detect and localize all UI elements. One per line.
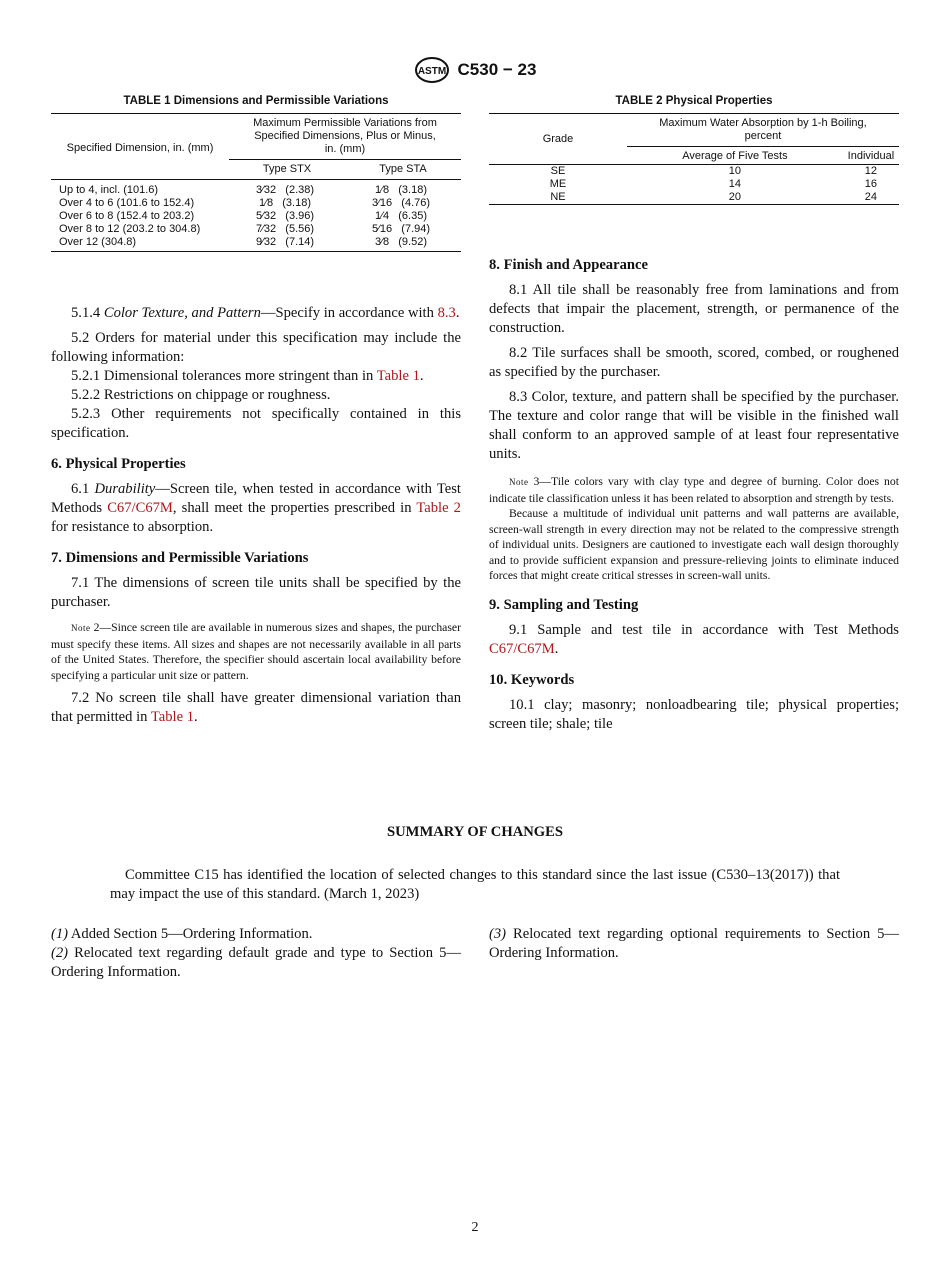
table2-row bbox=[489, 178, 899, 191]
para-10-1: 10.1 clay; masonry; nonloadbearing tile; physical properties; screen tile; shale; tile bbox=[489, 696, 899, 732]
table1-cell-dimension: Up to 4, incl. (101.6) bbox=[59, 184, 159, 196]
summary-left bbox=[51, 925, 461, 982]
summary-intro: Committee C15 has identified the location of selected changes to this standard since the last issue (C530–13(2017)) that may impact the use of this standard. (March 1, 2023) bbox=[110, 867, 840, 902]
table1-row bbox=[51, 223, 461, 236]
summary-item-1: (1) Added Section 5—Ordering Information. bbox=[51, 926, 313, 942]
table2-head-grade: Grade bbox=[489, 114, 627, 165]
table2-cell-grade: SE bbox=[550, 165, 566, 177]
table2-head-individual: Individual bbox=[843, 147, 899, 165]
table2-cell-average: 10 bbox=[728, 165, 742, 177]
table1-cell-sta: 3⁄16 (4.76) bbox=[371, 197, 431, 209]
table2-cell-individual: 12 bbox=[864, 165, 878, 177]
table1-cell-sta: 5⁄16 (7.94) bbox=[371, 223, 431, 235]
table1-cell-stx: 3⁄32 (2.38) bbox=[255, 184, 315, 196]
left-column bbox=[51, 304, 461, 727]
para-7-2: 7.2 No screen tile shall have greater dimensional variation than that permitted in Table 1. bbox=[51, 690, 461, 725]
table1-cell-stx: 7⁄32 (5.56) bbox=[255, 223, 315, 235]
note-3: Note 3—Tile colors vary with clay type and degree of burning. Color does not indicate tile classification unless it has been related to absorption and strength by tests. bbox=[489, 475, 899, 505]
summary-item-2: (2) Relocated text regarding default grade and type to Section 5—Ordering Information. bbox=[51, 945, 461, 980]
table2-grid bbox=[489, 113, 899, 205]
table2-cell-average: 14 bbox=[728, 178, 742, 190]
para-5-2: 5.2 Orders for material under this specification may include the following information: bbox=[51, 330, 461, 365]
para-8-3: 8.3 Color, texture, and pattern shall be specified by the purchaser. The texture and color range that will be visible in the finished wall shall conform to an approved sample of at least four representative units. bbox=[489, 389, 899, 462]
section-8-heading: 8. Finish and Appearance bbox=[489, 257, 648, 273]
table1-cell-stx: 9⁄32 (7.14) bbox=[229, 236, 345, 252]
para-7-1: 7.1 The dimensions of screen tile units shall be specified by the purchaser. bbox=[51, 575, 461, 610]
section-9-heading: 9. Sampling and Testing bbox=[489, 596, 639, 613]
astm-logo-icon bbox=[414, 56, 450, 84]
table1-cell-sta: 3⁄8 (9.52) bbox=[345, 236, 461, 252]
table2-row bbox=[489, 165, 899, 179]
table1-body bbox=[51, 180, 461, 252]
table2-cell-average: 20 bbox=[627, 191, 843, 205]
right-column bbox=[489, 256, 899, 734]
table2-row bbox=[489, 191, 899, 205]
link-c67[interactable]: C67/C67M bbox=[107, 500, 173, 516]
table1-grid bbox=[51, 113, 461, 252]
note-2: Note 2—Since screen tile are available in numerous sizes and shapes, the purchaser must specify these items. All sizes and shapes are not necessarily available in all parts of the United States. Therefore, the specifier should ascertain local availability before specifying a particular unit size or pattern. bbox=[51, 621, 461, 682]
page-number: 2 bbox=[471, 1220, 479, 1235]
table1-cell-dimension: Over 12 (304.8) bbox=[51, 236, 229, 252]
table2-cell-grade: NE bbox=[489, 191, 627, 205]
link-table-1b[interactable]: Table 1 bbox=[150, 709, 194, 725]
table2-body bbox=[489, 165, 899, 205]
section-10-heading: 10. Keywords bbox=[489, 671, 575, 688]
table1-row bbox=[51, 197, 461, 210]
table1-cell-stx: 5⁄32 (3.96) bbox=[255, 210, 315, 222]
table1-head-group: Maximum Permissible Variations from Specified Dimensions, Plus or Minus, in. (mm) bbox=[229, 114, 461, 160]
table1-cell-dimension: Over 4 to 6 (101.6 to 152.4) bbox=[59, 197, 195, 209]
table2 bbox=[489, 95, 899, 205]
table1-row bbox=[51, 180, 461, 198]
table1-head-stx: Type STX bbox=[229, 160, 345, 180]
table2-caption: TABLE 2 Physical Properties bbox=[615, 95, 773, 107]
para-6-1: 6.1 Durability—Screen tile, when tested in accordance with Test Methods C67/C67M, shall meet the properties prescribed in Table 2 for resistance to absorption. bbox=[51, 481, 461, 535]
table1-caption: TABLE 1 Dimensions and Permissible Variations bbox=[123, 95, 389, 107]
summary-title: SUMMARY OF CHANGES bbox=[387, 824, 563, 840]
summary-item-3: (3) Relocated text regarding optional requirements to Section 5—Ordering Information. bbox=[489, 926, 899, 961]
link-table-1[interactable]: Table 1 bbox=[376, 368, 420, 384]
table1-head-dimension: Specified Dimension, in. (mm) bbox=[51, 114, 229, 180]
table1-head-sta: Type STA bbox=[345, 160, 461, 180]
table1-cell-stx: 1⁄8 (3.18) bbox=[259, 197, 311, 209]
section-6-heading: 6. Physical Properties bbox=[51, 456, 186, 472]
table1-row bbox=[51, 210, 461, 223]
para-5-1-4: 5.1.4 Color Texture, and Pattern—Specify in accordance with 8.3. bbox=[71, 305, 460, 321]
link-8-3[interactable]: 8.3 bbox=[437, 305, 456, 321]
table1-cell-dimension: Over 6 to 8 (152.4 to 203.2) bbox=[59, 210, 195, 222]
table2-cell-individual: 16 bbox=[864, 178, 878, 190]
table1-cell-sta: 1⁄8 (3.18) bbox=[375, 184, 427, 196]
link-table-2[interactable]: Table 2 bbox=[416, 500, 461, 516]
logo-text: ASTM bbox=[417, 66, 446, 77]
para-8-1: 8.1 All tile shall be reasonably free from laminations and from defects that impair the placement, strength, or permanence of the construction. bbox=[489, 282, 899, 336]
table2-head-group: Maximum Water Absorption by 1-h Boiling, percent bbox=[627, 114, 899, 147]
para-8-2: 8.2 Tile surfaces shall be smooth, scored, combed, or roughened as specified by the purchaser. bbox=[489, 345, 899, 380]
para-5-2-3: 5.2.3 Other requirements not specifically contained in this specification. bbox=[51, 406, 461, 441]
table2-cell-individual: 24 bbox=[843, 191, 899, 205]
table2-head-average: Average of Five Tests bbox=[627, 147, 843, 165]
summary-right bbox=[489, 925, 899, 963]
para-9-1: 9.1 Sample and test tile in accordance with Test Methods C67/C67M. bbox=[489, 621, 899, 657]
para-5-2-1: 5.2.1 Dimensional tolerances more stringent than in Table 1. bbox=[71, 368, 424, 384]
table1-cell-dimension: Over 8 to 12 (203.2 to 304.8) bbox=[59, 223, 201, 235]
link-c67b[interactable]: C67/C67M bbox=[489, 640, 555, 657]
table2-cell-grade: ME bbox=[549, 178, 567, 190]
table1-cell-sta: 1⁄4 (6.35) bbox=[375, 210, 427, 222]
note-3-paragraph-2: Because a multitude of individual unit patterns and wall patterns are available, screen-wall strength in every direction may not be related to the compressive strength of individual units. Designers are cautioned to investigate each wall design thoroughly and to provide sufficient expansion and pressure-relieving joints to eliminate induced forces that might create critical stresses in screen-wall units. bbox=[489, 507, 899, 582]
page-header bbox=[0, 56, 950, 84]
para-5-2-2: 5.2.2 Restrictions on chippage or roughness. bbox=[71, 387, 331, 403]
section-7-heading: 7. Dimensions and Permissible Variations bbox=[51, 550, 309, 566]
document-id: C530 − 23 bbox=[457, 60, 537, 79]
table1 bbox=[51, 95, 461, 252]
table1-row bbox=[51, 236, 461, 252]
